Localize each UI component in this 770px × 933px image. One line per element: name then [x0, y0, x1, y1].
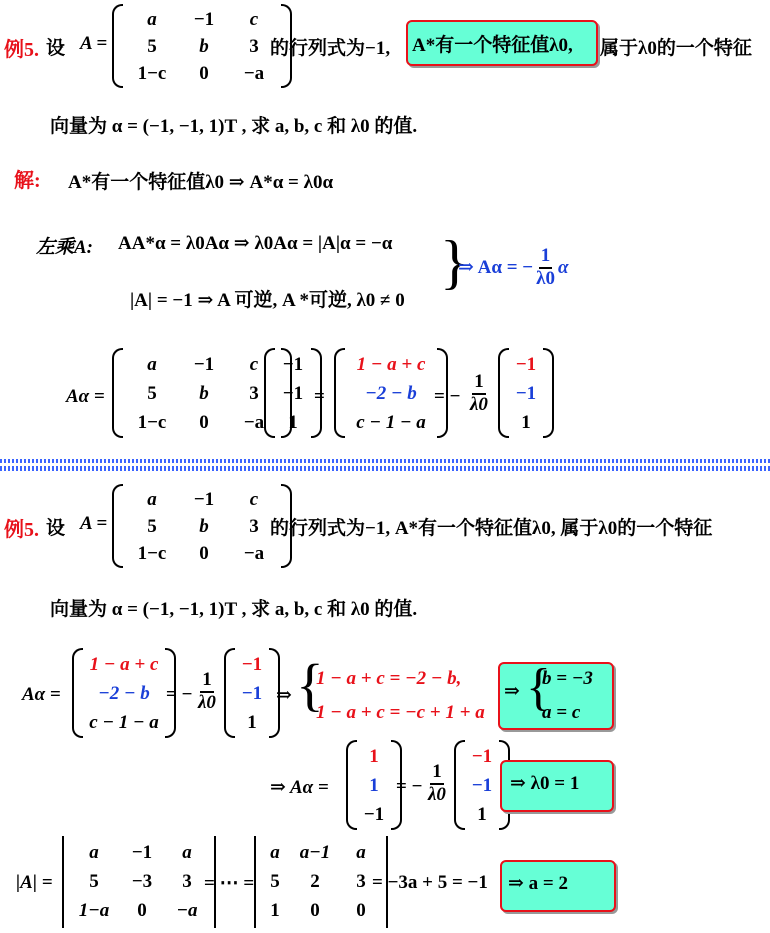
- answer-lambda: ⇒ λ0 = 1: [510, 773, 580, 794]
- solution-line-1: A*有一个特征值λ0 ⇒ A*α = λ0α: [68, 172, 334, 193]
- matrix-cell: −a: [243, 542, 265, 564]
- matrix-cell: c: [249, 8, 259, 30]
- matrix-cell: −a: [243, 411, 265, 433]
- statement-1: 的行列式为−1, A*有一个特征值λ0, 属于λ0的一个特征: [270, 518, 713, 539]
- fraction-numerator: 1: [472, 372, 486, 395]
- answer-box-1-arrow: ⇒: [504, 681, 520, 702]
- she-text: 设: [46, 518, 66, 539]
- answer-a-c: a = c: [542, 702, 581, 723]
- matrix-cell: 0: [199, 62, 209, 84]
- determinant-2: [254, 836, 388, 928]
- vector-cell: 1: [477, 803, 487, 825]
- vector-cell: 1: [288, 411, 298, 433]
- det-cell: 3: [356, 870, 366, 892]
- fraction-denominator: λ0: [428, 783, 446, 805]
- vector-cell: −1: [471, 774, 493, 796]
- she-text: 设: [46, 38, 66, 59]
- vector-right: [498, 348, 554, 438]
- det-cell: 3: [182, 870, 192, 892]
- fraction-numerator: 1: [539, 246, 553, 269]
- vector-cell: 1: [369, 745, 379, 767]
- implies-arrow: ⇒: [276, 685, 292, 706]
- vector-cell: 1: [521, 411, 531, 433]
- det-cell: a: [356, 841, 366, 863]
- fraction-denominator: λ0: [536, 267, 555, 289]
- fraction-denominator: λ0: [470, 393, 488, 415]
- vector-cell: −1: [515, 353, 537, 375]
- solution-label: 解:: [14, 170, 41, 192]
- det-cell: −a: [176, 899, 198, 921]
- det-cell: −1: [131, 841, 153, 863]
- answer-brace: {: [526, 659, 551, 716]
- vector-cell: −1: [471, 745, 493, 767]
- result-pre: ⇒ Aα = −: [458, 257, 534, 279]
- matrix-cell: 5: [147, 35, 157, 57]
- fraction-numerator: 1: [430, 762, 444, 785]
- left-brace: {: [296, 652, 324, 717]
- det-cell: 5: [270, 870, 280, 892]
- matrix-cell: b: [199, 35, 209, 57]
- vector-cell: −1: [282, 382, 304, 404]
- vector-cell: −1: [363, 803, 385, 825]
- fraction-top: [470, 372, 488, 416]
- determinant-1: [62, 836, 216, 928]
- matrix-cell: −1: [193, 8, 215, 30]
- equals-minus: = −: [396, 776, 423, 797]
- equals-minus: = −: [166, 684, 193, 705]
- matrix-cell: 0: [199, 542, 209, 564]
- matrix-cell: 3: [249, 515, 259, 537]
- matrix-cell: 0: [199, 411, 209, 433]
- boxed-statement: A*有一个特征值λ0,: [412, 35, 573, 56]
- det-result: = −3a + 5 = −1: [372, 872, 488, 893]
- result-expression: [458, 246, 568, 290]
- vector-cell: −1: [241, 653, 263, 675]
- fraction-numerator: 1: [200, 670, 214, 693]
- matrix-cell: a: [147, 8, 157, 30]
- example-label: 例5.: [4, 519, 39, 541]
- answer-b: b = −3: [542, 668, 593, 689]
- matrix-cell: 3: [249, 382, 259, 404]
- vector-cell: −1: [282, 353, 304, 375]
- vector-cell: 1: [369, 774, 379, 796]
- statement-1: 的行列式为−1,: [270, 38, 391, 59]
- statement-3: 向量为 α = (−1, −1, 1)T , 求 a, b, c 和 λ0 的值.: [50, 599, 418, 620]
- det-cell: 0: [310, 899, 320, 921]
- vector-substituted: [346, 740, 402, 830]
- det-cell: a: [89, 841, 99, 863]
- dots-equals: = ⋯ =: [204, 873, 255, 894]
- fraction-denominator: λ0: [198, 691, 216, 713]
- example-label: 例5.: [4, 39, 39, 61]
- section-divider: [0, 459, 770, 471]
- a-equals: A =: [80, 513, 108, 534]
- vector-cell: −1: [515, 382, 537, 404]
- vector-cell: −2 − b: [98, 682, 150, 704]
- matrix-cell: −a: [243, 62, 265, 84]
- result-post: α: [557, 256, 569, 278]
- vector-cell: 1 − a + c: [356, 353, 426, 375]
- matrix-cell: c: [249, 353, 259, 375]
- left-multiply-label: 左乘A:: [36, 237, 94, 258]
- det-cell: a: [270, 841, 280, 863]
- vector-right: [224, 648, 280, 738]
- matrix-cell: c: [249, 488, 259, 510]
- det-cell: a−1: [299, 841, 331, 863]
- equals-sign: =: [314, 386, 325, 407]
- solution-line-3: |A| = −1 ⇒ A 可逆, A *可逆, λ0 ≠ 0: [130, 290, 405, 311]
- matrix-a-top: [112, 4, 292, 88]
- matrix-cell: b: [199, 515, 209, 537]
- vector-cell: c − 1 − a: [356, 411, 426, 433]
- det-cell: a: [182, 841, 192, 863]
- det-cell: 0: [137, 899, 147, 921]
- det-cell: 1−a: [78, 899, 110, 921]
- vector-product: [72, 648, 176, 738]
- vector-cell: 1 − a + c: [89, 653, 159, 675]
- statement-2: 属于λ0的一个特征: [600, 38, 752, 59]
- a-alpha-equals: Aα =: [66, 386, 105, 407]
- vector-cell: −1: [241, 682, 263, 704]
- matrix-cell: −1: [193, 488, 215, 510]
- matrix-cell: a: [147, 488, 157, 510]
- matrix-cell: b: [199, 382, 209, 404]
- det-cell: 5: [89, 870, 99, 892]
- a-equals: A =: [80, 33, 108, 54]
- det-cell: 1: [270, 899, 280, 921]
- fraction: [198, 670, 216, 714]
- vector-cell: 1: [247, 711, 257, 733]
- vector-product: [334, 348, 448, 438]
- solution-line-2: AA*α = λ0Aα ⇒ λ0Aα = |A|α = −α: [118, 233, 393, 254]
- det-cell: 0: [356, 899, 366, 921]
- fraction: [428, 762, 446, 806]
- matrix-cell: −1: [193, 353, 215, 375]
- matrix-cell: a: [147, 353, 157, 375]
- det-cell: 2: [310, 870, 320, 892]
- matrix-cell: 1−c: [137, 411, 167, 433]
- answer-a: ⇒ a = 2: [508, 873, 568, 894]
- a-alpha-equals: Aα =: [22, 684, 61, 705]
- system-equation-2: 1 − a + c = −c + 1 + a: [316, 702, 485, 723]
- system-equation-1: 1 − a + c = −2 − b,: [316, 668, 462, 689]
- matrix-cell: 5: [147, 515, 157, 537]
- matrix-cell: 1−c: [137, 542, 167, 564]
- det-cell: −3: [131, 870, 153, 892]
- det-label: |A| =: [16, 872, 53, 893]
- implies-a-alpha: ⇒ Aα =: [270, 777, 329, 798]
- vector-cell: c − 1 − a: [89, 711, 159, 733]
- matrix-a-bottom: [112, 484, 292, 568]
- matrix-cell: 1−c: [137, 62, 167, 84]
- right-brace: }: [440, 229, 469, 295]
- matrix-cell: 5: [147, 382, 157, 404]
- matrix-cell: 3: [249, 35, 259, 57]
- vector-cell: −2 − b: [365, 382, 417, 404]
- statement-3: 向量为 α = (−1, −1, 1)T , 求 a, b, c 和 λ0 的值.: [50, 116, 418, 137]
- result-fraction: [536, 246, 555, 290]
- equals-minus: = −: [434, 386, 461, 407]
